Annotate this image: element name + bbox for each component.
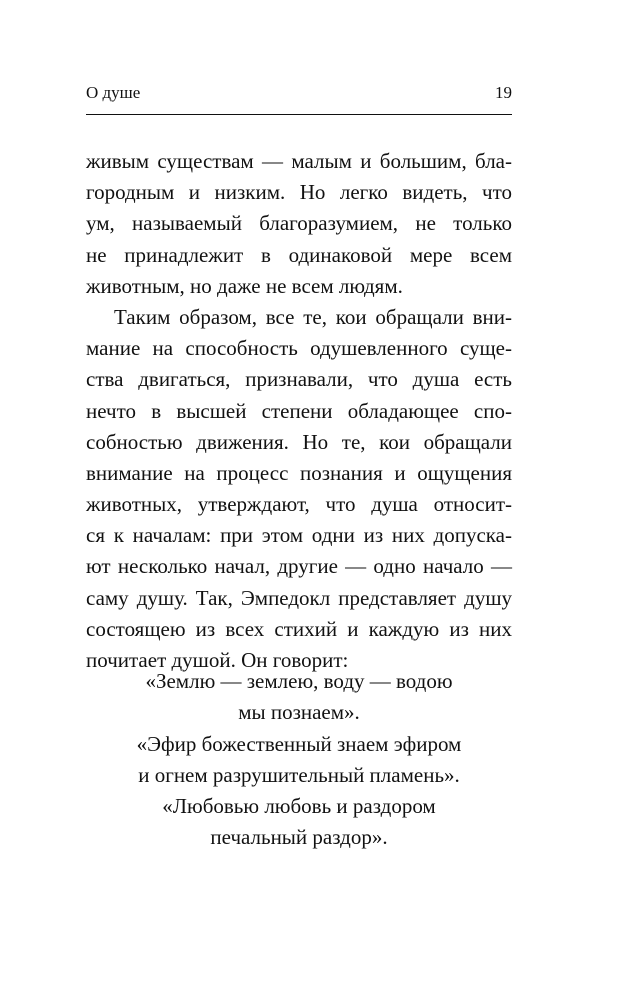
text-line: ства двигаться, признавали, что душа есть: [86, 367, 512, 392]
verse-quote: [86, 666, 512, 854]
verse-line: «Любовью любовь и раздором: [162, 794, 436, 819]
paragraph-1: [86, 146, 512, 302]
text-line: собностью движения. Но те, кои обращали: [86, 429, 512, 454]
body-text: [86, 146, 512, 676]
paragraph-2: [86, 302, 512, 676]
text-line: ют несколько начал, другие — одно начало —: [86, 554, 512, 579]
text-line: нечто в высшей степени обладающее спо-: [86, 398, 512, 423]
verse-line: мы познаем».: [238, 700, 360, 725]
text-line: ум, называемый благоразумием, не только: [86, 211, 512, 236]
text-line: живым существам — малым и большим, бла-: [86, 149, 512, 173]
verse-line: печальный раздор».: [210, 825, 388, 850]
text-line: мание на способность одушевленного суще-: [86, 336, 512, 361]
text-line: саму душу. Так, Эмпедокл представляет душу: [86, 585, 512, 610]
text-line: ся к началам: при этом одни из них допуска-: [86, 523, 512, 548]
text-line: животных, утверждают, что душа относит-: [86, 492, 512, 517]
text-line: животным, но даже не всем людям.: [86, 273, 403, 298]
text-line: не принадлежит в одинаковой мере всем: [86, 242, 512, 267]
header-rule: [86, 114, 512, 115]
text-line: состоящею из всех стихий и каждую из них: [86, 616, 512, 641]
verse-line: «Эфир божественный знаем эфиром: [136, 731, 462, 756]
text-line: Таким образом, все те, кои обращали вни-: [114, 304, 512, 329]
running-head: [86, 83, 512, 111]
text-line: городным и низким. Но легко видеть, что: [86, 180, 512, 205]
verse-line: и огнем разрушительный пламень».: [138, 762, 460, 787]
verse-line: «Землю — землею, воду — водою: [145, 669, 453, 693]
running-head-title: О душе: [86, 83, 141, 102]
page-number: 19: [495, 83, 512, 102]
text-line: внимание на процесс познания и ощущения: [86, 460, 512, 485]
text-line: почитает душой. Он говорит:: [86, 648, 349, 672]
